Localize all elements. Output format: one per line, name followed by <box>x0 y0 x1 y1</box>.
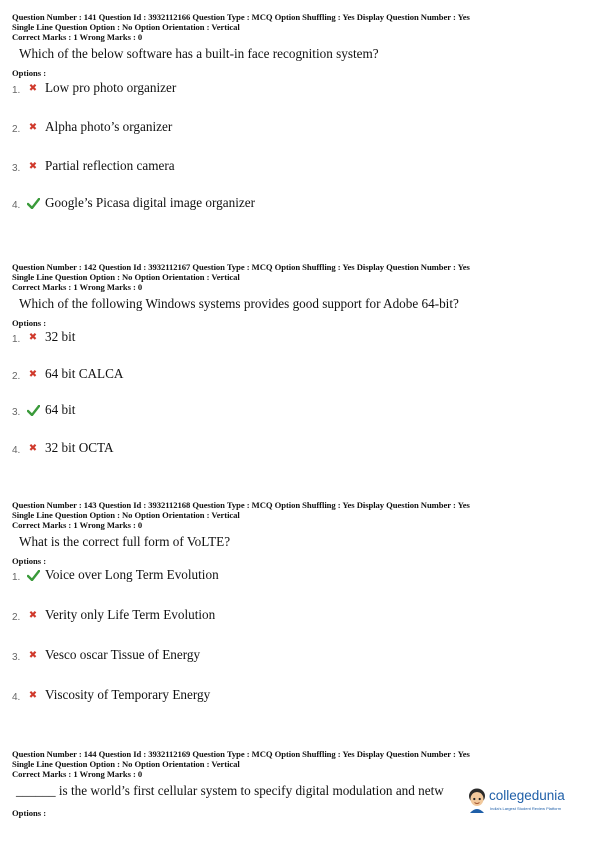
check-icon <box>26 196 40 210</box>
option-number: 2. <box>12 124 21 135</box>
option-1 <box>12 329 584 347</box>
question-text: ______ is the world’s first cellular system to specify digital modulation and netw <box>16 783 444 798</box>
option-text: 32 bit <box>45 329 76 344</box>
check-icon <box>26 568 40 582</box>
cross-icon: ✖ <box>28 121 38 133</box>
option-text: 32 bit OCTA <box>45 440 114 455</box>
question-meta <box>12 500 584 530</box>
cross-icon: ✖ <box>28 649 38 661</box>
option-1 <box>12 80 584 98</box>
option-number: 3. <box>12 163 21 174</box>
option-text: Vesco oscar Tissue of Energy <box>45 647 201 662</box>
option-number: 1. <box>12 334 21 345</box>
option-4 <box>12 440 584 458</box>
option-text: Partial reflection camera <box>45 158 175 173</box>
cross-icon: ✖ <box>28 160 38 172</box>
option-text: Google’s Picasa digital image organizer <box>45 195 255 210</box>
option-number: 3. <box>12 407 21 418</box>
option-text: Alpha photo’s organizer <box>45 119 173 134</box>
question-meta-line2: Single Line Question Option : No Option Orientation : Vertical <box>12 22 240 32</box>
student-avatar-icon <box>466 787 488 813</box>
question-meta-line1: Question Number : 143 Question Id : 3932112168 Question Type : MCQ Option Shuffling : Yes Display Question Number : Yes <box>12 500 470 510</box>
cross-icon: ✖ <box>28 689 38 701</box>
question-text: Which of the following Windows systems provides good support for Adobe 64-bit? <box>19 296 459 311</box>
option-2 <box>12 607 584 625</box>
option-number: 4. <box>12 200 21 211</box>
watermark-tagline: India's Largest Student Review Platform <box>490 806 562 811</box>
option-text: Voice over Long Term Evolution <box>45 567 219 582</box>
options-label: Options : <box>12 808 47 818</box>
correct-marks: Correct Marks : 1 Wrong Marks : 0 <box>12 769 143 779</box>
question-meta-line1: Question Number : 141 Question Id : 3932112166 Question Type : MCQ Option Shuffling : Yes Display Question Number : Yes <box>12 12 470 22</box>
option-text: 64 bit CALCA <box>45 366 124 381</box>
question-meta-line1: Question Number : 142 Question Id : 3932112167 Question Type : MCQ Option Shuffling : Yes Display Question Number : Yes <box>12 262 470 272</box>
option-number: 1. <box>12 572 21 583</box>
question-text: Which of the below software has a built-in face recognition system? <box>19 46 379 61</box>
collegedunia-watermark <box>466 785 588 819</box>
question-block-142 <box>12 262 584 458</box>
question-text: What is the correct full form of VoLTE? <box>19 534 231 549</box>
check-icon <box>26 403 40 417</box>
option-3 <box>12 647 584 665</box>
cross-icon: ✖ <box>28 442 38 454</box>
cross-icon: ✖ <box>28 82 38 94</box>
option-text: Viscosity of Temporary Energy <box>45 687 211 702</box>
options-label: Options : <box>12 318 47 328</box>
question-meta-line2: Single Line Question Option : No Option Orientation : Vertical <box>12 510 240 520</box>
option-1 <box>12 567 584 585</box>
option-3 <box>12 158 584 176</box>
option-text: 64 bit <box>45 402 76 417</box>
options-label: Options : <box>12 68 47 78</box>
option-number: 4. <box>12 692 21 703</box>
option-4 <box>12 687 584 705</box>
options-label: Options : <box>12 556 47 566</box>
option-number: 4. <box>12 445 21 456</box>
option-3 <box>12 402 584 420</box>
question-meta <box>12 262 584 292</box>
question-meta <box>12 749 584 779</box>
question-meta-line1: Question Number : 144 Question Id : 3932112169 Question Type : MCQ Option Shuffling : Yes Display Question Number : Yes <box>12 749 470 759</box>
option-number: 3. <box>12 652 21 663</box>
option-text: Verity only Life Term Evolution <box>45 607 216 622</box>
correct-marks: Correct Marks : 1 Wrong Marks : 0 <box>12 520 143 530</box>
correct-marks: Correct Marks : 1 Wrong Marks : 0 <box>12 32 143 42</box>
option-number: 2. <box>12 371 21 382</box>
question-block-141 <box>12 12 584 213</box>
option-4 <box>12 195 584 213</box>
watermark-brand: collegedunia <box>489 788 565 803</box>
cross-icon: ✖ <box>28 331 38 343</box>
option-number: 2. <box>12 612 21 623</box>
cross-icon: ✖ <box>28 609 38 621</box>
option-number: 1. <box>12 85 21 96</box>
option-2 <box>12 366 584 384</box>
question-meta-line2: Single Line Question Option : No Option Orientation : Vertical <box>12 272 240 282</box>
question-block-143 <box>12 500 584 705</box>
correct-marks: Correct Marks : 1 Wrong Marks : 0 <box>12 282 143 292</box>
cross-icon: ✖ <box>28 368 38 380</box>
question-meta <box>12 12 584 42</box>
option-text: Low pro photo organizer <box>45 80 177 95</box>
question-meta-line2: Single Line Question Option : No Option Orientation : Vertical <box>12 759 240 769</box>
option-2 <box>12 119 584 137</box>
